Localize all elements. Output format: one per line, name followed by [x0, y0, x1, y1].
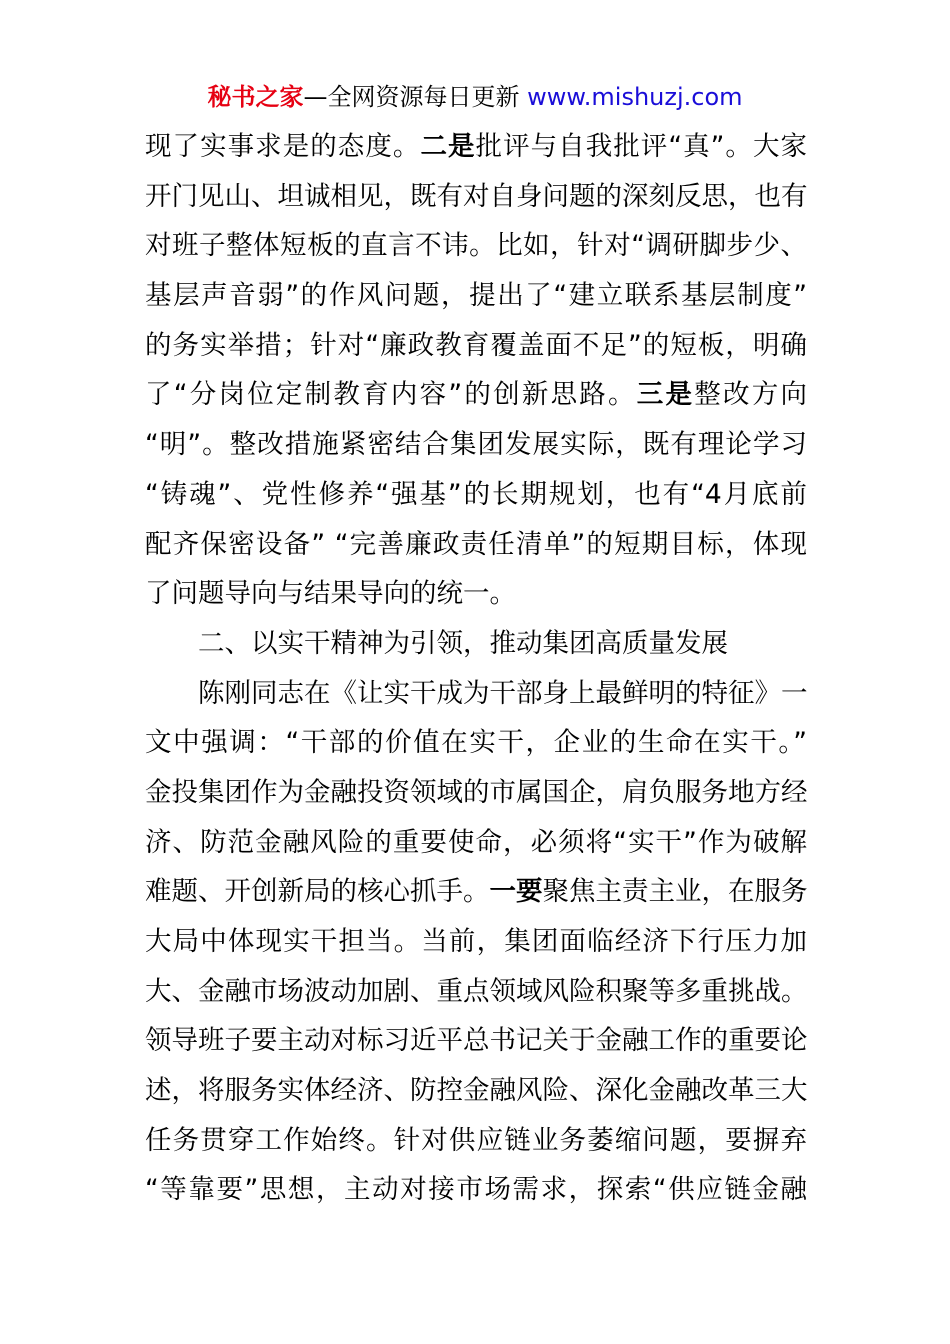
text-run: “铸魂”、党性修养“强基”的长期规划，也有“4月底前	[145, 478, 807, 510]
text-line	[145, 1116, 807, 1166]
text-run: 任务贯穿工作始终。针对供应链业务萎缩问题，要摒弃	[145, 1124, 807, 1156]
text-line	[145, 172, 807, 222]
text-run: 大、金融市场波动加剧、重点领域风险积聚等多重挑战。	[145, 975, 808, 1007]
text-line	[145, 669, 807, 719]
text-run: “明”。整改措施紧密结合集团发展实际，既有理论学习	[145, 429, 807, 461]
text-line	[145, 370, 807, 420]
text-run: 现了实事求是的态度。	[145, 131, 421, 162]
text-run: 述，将服务实体经济、防控金融风险、深化金融改革三大	[145, 1075, 808, 1107]
text-line	[145, 917, 807, 967]
text-run: 聚焦主责主业，在服务	[542, 876, 808, 908]
text-run: 了问题导向与结果导向的统一。	[145, 578, 516, 610]
text-run: 配齐保密设备” “完善廉政责任清单”的短期目标，体现	[145, 528, 807, 560]
text-run: 批评与自我批评“真”。大家	[475, 131, 808, 162]
text-run: 基层声音弱”的作风问题，提出了“建立联系基层制度”	[145, 280, 807, 312]
text-line	[145, 818, 807, 868]
bold-keyword: 三是	[636, 379, 695, 411]
text-run: 难题、开创新局的核心抓手。	[145, 876, 490, 908]
site-url-link[interactable]: www.mishuzj.com	[527, 83, 743, 111]
text-line	[145, 569, 807, 619]
site-header	[0, 80, 950, 114]
site-tagline: —全网资源每日更新	[303, 83, 520, 111]
text-run: 开门见山、坦诚相见，既有对自身问题的深刻反思，也有	[145, 180, 808, 212]
text-line	[145, 1165, 807, 1215]
text-line	[145, 768, 807, 818]
text-run: 陈刚同志在《让实干成为干部身上最鲜明的特征》一	[198, 677, 808, 709]
text-run: 二、以实干精神为引领，推动集团高质量发展	[198, 627, 728, 659]
document-body	[145, 122, 807, 1215]
section-heading	[145, 619, 807, 669]
text-line	[145, 321, 807, 371]
text-line	[145, 122, 807, 172]
text-run: 了“分岗位定制教育内容”的创新思路。	[145, 379, 637, 411]
text-run: 对班子整体短板的直言不讳。比如，针对“调研脚步少、	[145, 230, 807, 262]
text-run: 的务实举措；针对“廉政教育覆盖面不足”的短板，明确	[145, 329, 807, 361]
text-line	[145, 470, 807, 520]
text-run: 文中强调：“干部的价值在实干，企业的生命在实干。”	[145, 727, 807, 759]
text-line	[145, 221, 807, 271]
text-line	[145, 1016, 807, 1066]
text-run: 大局中体现实干担当。当前，集团面临经济下行压力加	[145, 926, 807, 957]
text-run: 整改方向	[694, 379, 808, 411]
text-run: “等靠要”思想，主动对接市场需求，探索“供应链金融	[145, 1174, 807, 1206]
text-line	[145, 718, 807, 768]
text-run: 金投集团作为金融投资领域的市属国企，肩负服务地方经	[145, 776, 808, 808]
bold-keyword: 一要	[489, 876, 543, 908]
text-run: 济、防范金融风险的重要使命，必须将“实干”作为破解	[145, 826, 807, 858]
text-line	[145, 520, 807, 570]
text-run: 领导班子要主动对标习近平总书记关于金融工作的重要论	[145, 1025, 808, 1057]
site-brand: 秘书之家	[207, 83, 304, 111]
text-line	[145, 1066, 807, 1116]
text-line	[145, 967, 807, 1017]
text-line	[145, 867, 807, 917]
text-line	[145, 271, 807, 321]
text-line	[145, 420, 807, 470]
bold-keyword: 二是	[420, 131, 476, 162]
